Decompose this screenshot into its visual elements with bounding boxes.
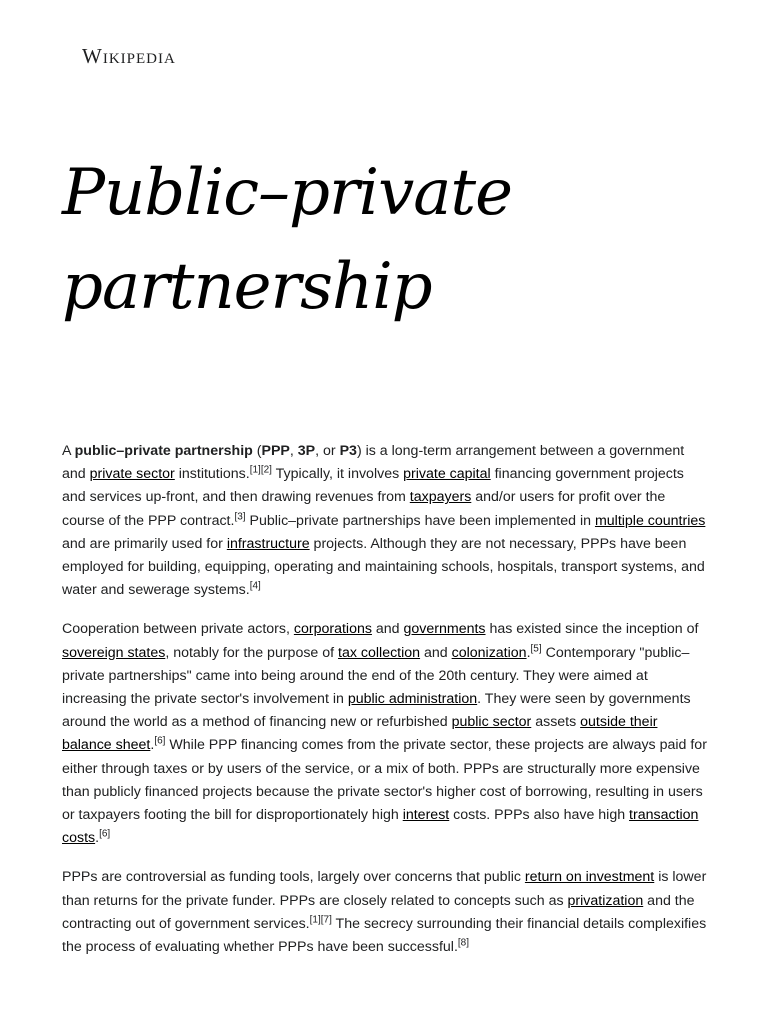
paragraph-1: A public–private partnership (PPP, 3P, or P3) is a long-term arrangement between a government and private sector institutions.[1][2] Typically, it involves private capital financing government projects and services up-front, and then drawing revenues from taxpayers and/or users for profit over the course of the PPP contract.[3] Public–private partnerships have been implemented in multiple countries and are primarily used for infrastructure projects. Although they are not necessary, PPPs have been employed for building, equipping, operating and maintaining schools, hospitals, transport systems, and water and sewerage systems.[4] bbox=[62, 443, 706, 599]
link-tax-collection[interactable]: tax collection bbox=[338, 644, 421, 661]
reference-link[interactable]: [1][7] bbox=[309, 914, 332, 926]
link-private-capital[interactable]: private capital bbox=[403, 466, 491, 483]
paragraph-2: Cooperation between private actors, corporations and governments has existed since the inception of sovereign states, notably for the purpose of tax collection and colonization.[5] Contemporary "public–private partnerships" came into being around the end of the 20th century. They were aimed at increasing the private sector's involvement in public administration. They were seen by governments around the world as a method of financing new or refurbished public sector assets outside their balance sheet.[6] While PPP financing comes from the private sector, these projects are always paid for either through taxes or by users of the service, or a mix of both. PPPs are structurally more expensive than publicly financed projects because the private sector's higher cost of borrowing, resulting in users or taxpayers footing the bill for disproportionately high interest costs. PPPs also have high transaction costs.[6] bbox=[62, 621, 707, 847]
link-taxpayers[interactable]: taxpayers bbox=[409, 489, 472, 506]
link-public-administration[interactable]: public administration bbox=[347, 691, 478, 708]
link-multiple-countries[interactable]: multiple countries bbox=[594, 512, 706, 529]
link-corporations[interactable]: corporations bbox=[293, 621, 372, 638]
link-interest[interactable]: interest bbox=[402, 807, 450, 824]
link-transaction-costs[interactable]: transaction costs bbox=[62, 807, 699, 847]
reference-link[interactable]: [3] bbox=[234, 510, 246, 522]
link-sovereign-states[interactable]: sovereign states bbox=[62, 644, 166, 661]
link-private-sector[interactable]: private sector bbox=[89, 466, 175, 483]
reference-link[interactable]: [4] bbox=[249, 580, 261, 592]
wikipedia-logo[interactable]: Wikipedia bbox=[82, 44, 176, 68]
article-body bbox=[62, 440, 708, 975]
link-colonization[interactable]: colonization bbox=[451, 644, 527, 661]
reference-link[interactable]: [1][2] bbox=[249, 464, 272, 476]
link-infrastructure[interactable]: infrastructure bbox=[226, 535, 310, 552]
link-governments[interactable]: governments bbox=[403, 621, 486, 638]
paragraph-3: PPPs are controversial as funding tools, largely over concerns that public return on investment is lower than returns for the private funder. PPPs are closely related to concepts such as privatization and the contracting out of government services.[1][7] The secrecy surrounding their financial details complexifies the process of evaluating whether PPPs have been successful.[8] bbox=[62, 869, 707, 956]
reference-link[interactable]: [6] bbox=[99, 828, 111, 840]
reference-link[interactable]: [8] bbox=[457, 937, 470, 949]
link-outside-balance-sheet[interactable]: outside their balance sheet bbox=[62, 714, 658, 754]
reference-link[interactable]: [6] bbox=[154, 735, 166, 747]
page-title: Public–private partnership bbox=[62, 156, 512, 324]
link-return-on-investment[interactable]: return on investment bbox=[524, 869, 655, 886]
link-public-sector[interactable]: public sector bbox=[451, 714, 532, 731]
link-privatization[interactable]: privatization bbox=[567, 892, 644, 909]
reference-link[interactable]: [5] bbox=[530, 642, 542, 654]
